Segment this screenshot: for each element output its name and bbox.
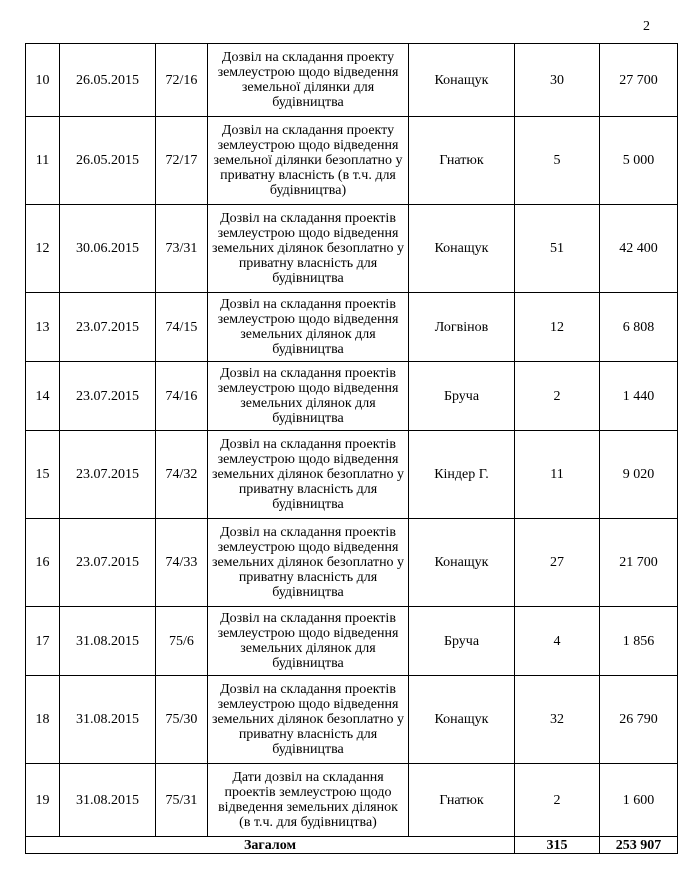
row-date: 26.05.2015 — [60, 117, 156, 205]
row-person: Кіндер Г. — [409, 431, 515, 519]
row-number: 14 — [26, 362, 60, 431]
table-row — [26, 431, 678, 519]
row-decision-number: 75/6 — [156, 607, 208, 676]
total-amount: 253 907 — [600, 837, 678, 854]
row-person: Конащук — [409, 205, 515, 293]
row-date: 23.07.2015 — [60, 431, 156, 519]
row-amount: 1 440 — [600, 362, 678, 431]
row-decision-number: 74/32 — [156, 431, 208, 519]
row-date: 31.08.2015 — [60, 676, 156, 764]
table-row — [26, 362, 678, 431]
row-description: Дозвіл на складання проектів землеустрою щодо відведення земельних ділянок безоплатно у приватну власність для будівництва — [208, 431, 409, 519]
row-description: Дозвіл на складання проекту землеустрою щодо відведення земельної ділянки безоплатно у приватну власність (в т.ч. для будівництва) — [208, 117, 409, 205]
row-date: 31.08.2015 — [60, 764, 156, 837]
table-row — [26, 44, 678, 117]
row-amount: 9 020 — [600, 431, 678, 519]
row-date: 23.07.2015 — [60, 293, 156, 362]
total-count: 315 — [515, 837, 600, 854]
row-description: Дозвіл на складання проекту землеустрою щодо відведення земельної ділянки для будівництва — [208, 44, 409, 117]
table-row — [26, 117, 678, 205]
row-amount: 27 700 — [600, 44, 678, 117]
row-decision-number: 72/17 — [156, 117, 208, 205]
total-row — [26, 837, 678, 854]
row-count: 27 — [515, 519, 600, 607]
table-row — [26, 764, 678, 837]
row-number: 19 — [26, 764, 60, 837]
row-description: Дозвіл на складання проектів землеустрою щодо відведення земельних ділянок для будівництва — [208, 607, 409, 676]
row-date: 30.06.2015 — [60, 205, 156, 293]
row-amount: 6 808 — [600, 293, 678, 362]
row-count: 4 — [515, 607, 600, 676]
table-row — [26, 205, 678, 293]
row-person: Конащук — [409, 44, 515, 117]
row-description: Дозвіл на складання проектів землеустрою щодо відведення земельних ділянок для будівництва — [208, 293, 409, 362]
row-amount: 1 600 — [600, 764, 678, 837]
row-count: 30 — [515, 44, 600, 117]
row-number: 17 — [26, 607, 60, 676]
row-description: Дозвіл на складання проектів землеустрою щодо відведення земельних ділянок безоплатно у приватну власність для будівництва — [208, 676, 409, 764]
row-decision-number: 72/16 — [156, 44, 208, 117]
row-decision-number: 74/15 — [156, 293, 208, 362]
table-row — [26, 519, 678, 607]
row-person: Конащук — [409, 519, 515, 607]
row-description: Дати дозвіл на складання проектів землеустрою щодо відведення земельних ділянок (в т.ч. для будівництва) — [208, 764, 409, 837]
row-number: 12 — [26, 205, 60, 293]
row-decision-number: 74/33 — [156, 519, 208, 607]
row-date: 26.05.2015 — [60, 44, 156, 117]
row-count: 2 — [515, 764, 600, 837]
row-count: 12 — [515, 293, 600, 362]
row-count: 5 — [515, 117, 600, 205]
row-date: 23.07.2015 — [60, 362, 156, 431]
row-amount: 1 856 — [600, 607, 678, 676]
row-count: 2 — [515, 362, 600, 431]
row-number: 13 — [26, 293, 60, 362]
table-body — [26, 44, 678, 854]
row-person: Бруча — [409, 607, 515, 676]
row-date: 23.07.2015 — [60, 519, 156, 607]
row-amount: 26 790 — [600, 676, 678, 764]
row-person: Конащук — [409, 676, 515, 764]
row-decision-number: 73/31 — [156, 205, 208, 293]
row-number: 11 — [26, 117, 60, 205]
table-row — [26, 607, 678, 676]
row-count: 11 — [515, 431, 600, 519]
row-person: Бруча — [409, 362, 515, 431]
land-allocation-table — [25, 43, 678, 854]
total-label: Загалом — [26, 837, 515, 854]
table-row — [26, 293, 678, 362]
row-decision-number: 74/16 — [156, 362, 208, 431]
row-count: 32 — [515, 676, 600, 764]
row-number: 18 — [26, 676, 60, 764]
row-description: Дозвіл на складання проектів землеустрою щодо відведення земельних ділянок безоплатно у приватну власність для будівництва — [208, 205, 409, 293]
page-number: 2 — [643, 19, 650, 34]
row-number: 16 — [26, 519, 60, 607]
row-number: 15 — [26, 431, 60, 519]
row-amount: 42 400 — [600, 205, 678, 293]
row-decision-number: 75/31 — [156, 764, 208, 837]
row-amount: 21 700 — [600, 519, 678, 607]
row-count: 51 — [515, 205, 600, 293]
row-person: Гнатюк — [409, 117, 515, 205]
row-person: Гнатюк — [409, 764, 515, 837]
row-decision-number: 75/30 — [156, 676, 208, 764]
row-date: 31.08.2015 — [60, 607, 156, 676]
row-person: Логвінов — [409, 293, 515, 362]
table-row — [26, 676, 678, 764]
row-number: 10 — [26, 44, 60, 117]
row-amount: 5 000 — [600, 117, 678, 205]
row-description: Дозвіл на складання проектів землеустрою щодо відведення земельних ділянок для будівництва — [208, 362, 409, 431]
row-description: Дозвіл на складання проектів землеустрою щодо відведення земельних ділянок безоплатно у приватну власність для будівництва — [208, 519, 409, 607]
